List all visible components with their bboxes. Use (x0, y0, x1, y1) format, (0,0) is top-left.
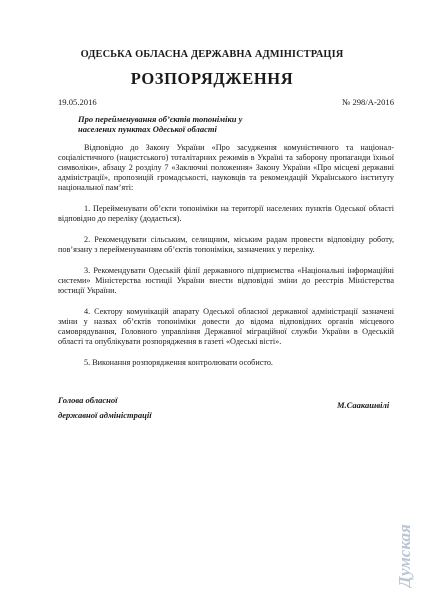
document-body (58, 143, 394, 379)
preamble-paragraph: Відповідно до Закону України «Про засудження комуністичного та націонал-соціалістичного (нацистського) тоталітарних режимів в Україні та заборону пропаганди їхньої символіки», абзацу 2 розділу 7 «Заключні положення» Закону України «Про місцеві державні адміністрації», пропозицій громадськості, науковців та рекомендацій Українського інституту національної пам’яті: (58, 143, 394, 192)
order-item-4: 4. Сектору комунікацій апарату Одеської обласної державної адміністрації зазначені зміни у назвах об’єктів топоніміки довести до відома відповідних органів місцевого самоврядування, Головного управління Державної міграційної служби України в Одеській області та опублікувати розпорядження в газеті «Одеські вісті». (58, 307, 394, 346)
site-watermark (393, 504, 417, 588)
organization-name: ОДЕСЬКА ОБЛАСНА ДЕРЖАВНА АДМІНІСТРАЦІЯ (80, 49, 344, 60)
order-item-1: 1. Перейменувати об’єкти топоніміки на території населених пунктів Одеської області відповідно до переліку (додається). (58, 204, 394, 223)
signatory-position-line-2: державної адміністрації (58, 409, 152, 420)
document-type-title: РОЗПОРЯДЖЕННЯ (130, 69, 294, 88)
signatory-name: М.Саакашвілі (337, 400, 390, 410)
order-item-3: 3. Рекомендувати Одеській філії державного підприємства «Національні інформаційні системи» Міністерства юстиції України внести відповідні зміни до реєстрів Міністерства юстиції України. (58, 266, 394, 295)
document-date: 19.05.2016 (58, 97, 97, 107)
order-item-5: 5. Виконання розпорядження контролювати особисто. (84, 358, 273, 367)
watermark-text: Думская (395, 524, 414, 588)
order-item-2: 2. Рекомендувати сільським, селищним, міським радам провести відповідну роботу, пов’язану з перейменуванням об’єктів топоніміки, зазначених у переліку. (58, 235, 394, 254)
signatory-position (58, 393, 152, 422)
document-subject (78, 114, 298, 134)
signatory-position-line-1: Голова обласної (58, 395, 118, 405)
subject-line-2: населених пунктах Одеської області (78, 124, 217, 135)
subject-line-1: Про перейменування об’єктів топоніміки у (78, 114, 243, 124)
document-number: № 298/А-2016 (342, 97, 394, 107)
